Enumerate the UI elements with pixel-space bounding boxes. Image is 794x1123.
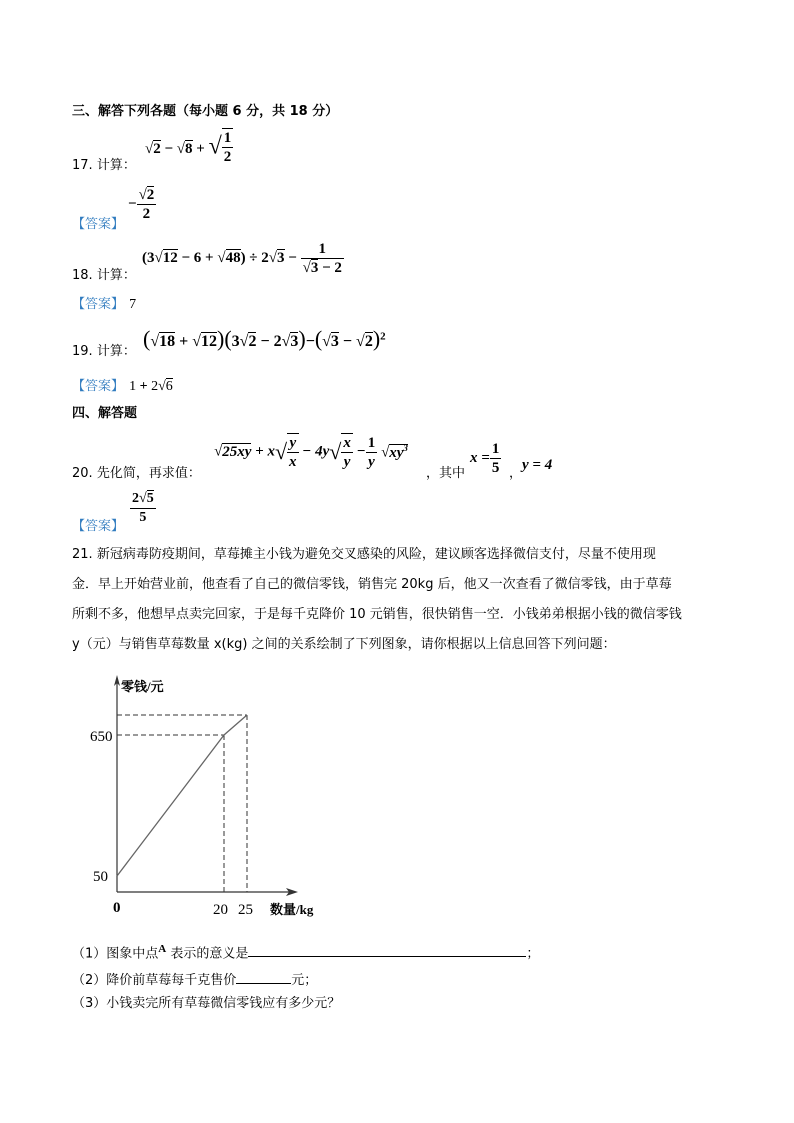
answer-value-17: − $\frac{√2}{2}$ — [128, 187, 155, 222]
answer-blank-1[interactable] — [248, 942, 526, 957]
condition-x: x = $\frac{1}{5}$ — [470, 441, 500, 476]
math-expression-20: √25xy + x√ $\frac{y}{x}$ − 4y√ $\frac{x}{y}$ − $\frac{1}{y}$ $√xy^3$ — [214, 434, 408, 470]
math-expression-18: (3√12 − 6 + √48) ÷ 2√3 − $\frac{1}{√3 - 2}$ — [142, 241, 342, 276]
condition-y: y = 4 — [522, 457, 553, 473]
sub-question-2: （2）降价前草莓每千克售价 元； — [72, 969, 317, 989]
math-expression-17: √2 − √8 + √ $\frac{1}{2}$ — [145, 130, 232, 165]
x-tick-25: 25 — [238, 902, 253, 918]
question-prompt: 计算： — [96, 268, 136, 283]
y-axis-label: 零钱/元 — [121, 679, 164, 694]
question-number: 19. — [72, 344, 93, 359]
sub-question-3: （3）小钱卖完所有草莓微信零钱应有多少元？ — [72, 996, 341, 1011]
question-prompt: 先化简，再求值： — [96, 466, 201, 481]
answer-label: 【答案】 — [72, 379, 125, 394]
section-4-heading: 四、解答题 — [72, 406, 138, 421]
question-prompt: 计算： — [96, 344, 136, 359]
question-prompt: 计算： — [96, 158, 136, 173]
x-tick-0: 0 — [113, 900, 121, 916]
money-vs-quantity-chart — [80, 672, 340, 922]
section-3-heading: 三、解答下列各题（每小题 6 分，共 18 分） — [72, 104, 339, 119]
condition-separator: ， — [509, 466, 523, 481]
condition-text: ，其中 — [426, 466, 466, 481]
y-tick-50: 50 — [93, 869, 108, 885]
answer-label: 【答案】 — [72, 519, 125, 534]
y-tick-650: 650 — [90, 729, 113, 745]
question-number: 17. — [72, 158, 93, 173]
data-line — [117, 715, 247, 876]
question-21-text: 21. 新冠病毒防疫期间，草莓摊主小钱为避免交叉感染的风险，建议顾客选择微信支付，尽量不使用现 金．早上开始营业前，他查看了自己的微信零钱，销售完 20kg 后，他又一次查看了微信零钱，由于草莓 所剩不多，他想早点卖完回家，于是每千克降价 10 元销售，很快销售一空．小钱弟弟根据小钱的微信零钱 y（元）与销售草莓数量 x(kg) 之间的关系绘制了下列图象，请你根据以上信息回答下列问题： — [72, 547, 682, 652]
answer-value-20: $\frac{2√5}{5}$ — [132, 491, 154, 525]
question-number: 18. — [72, 268, 93, 283]
math-expression-19: $(√18 + √12)(3√2 - 2√3)-(√3 - √2)^2$ — [143, 326, 386, 351]
question-number: 21. — [72, 547, 93, 562]
x-axis-label: 数量/kg — [270, 902, 314, 917]
question-number: 20. — [72, 466, 93, 481]
answer-label: 【答案】 — [72, 297, 125, 312]
answer-blank-2[interactable] — [236, 969, 291, 984]
answer-value-19: 1 + 2√6 — [129, 379, 173, 394]
answer-label: 【答案】 — [72, 217, 125, 232]
sub-question-1: （1）图象中点$^A$ 表示的意义是 ； — [72, 943, 540, 962]
answer-value-18: 7 — [129, 297, 137, 312]
x-tick-20: 20 — [213, 902, 228, 918]
